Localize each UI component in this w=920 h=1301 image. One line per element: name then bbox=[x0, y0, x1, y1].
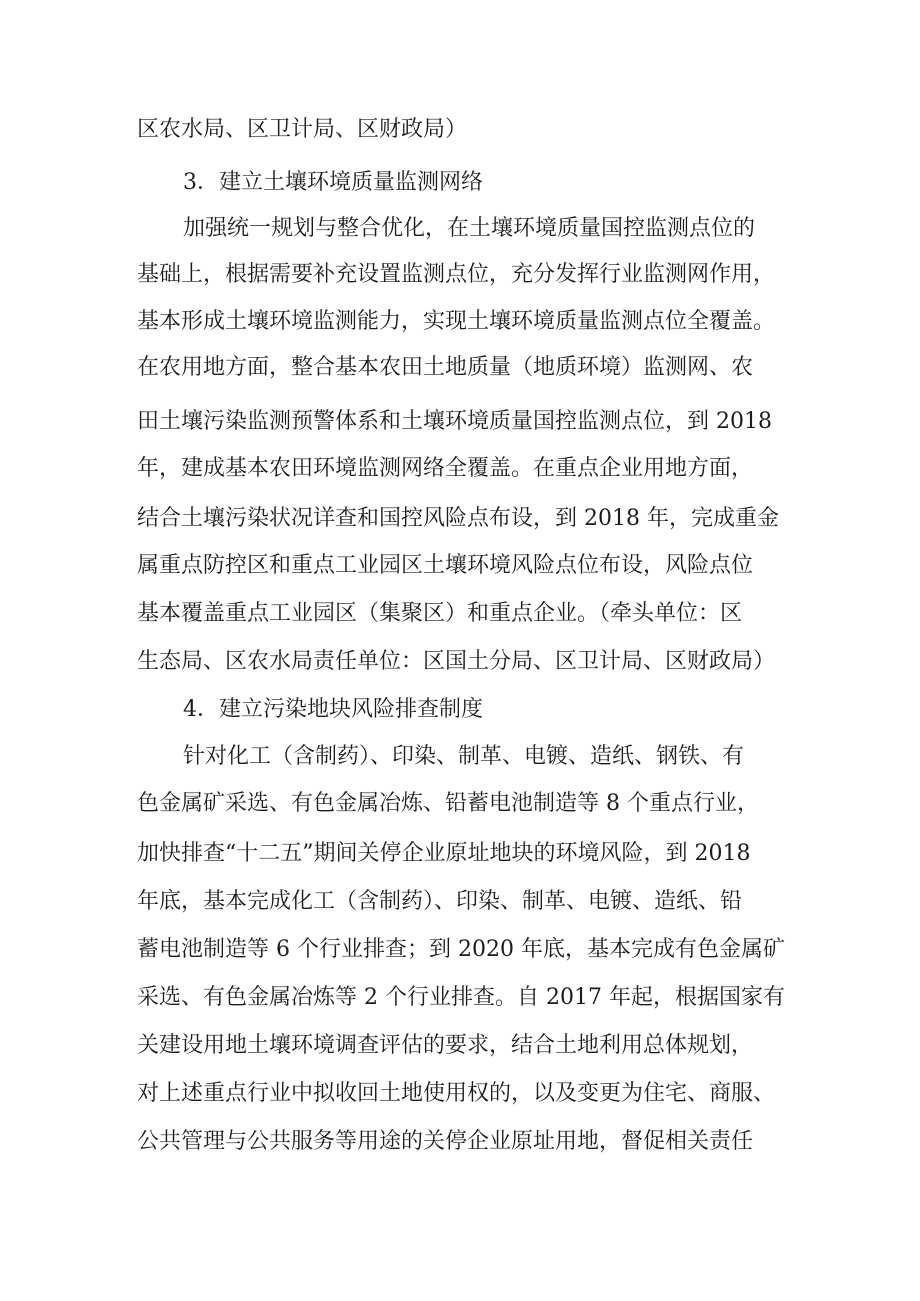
text-line: 加快排查“十二五”期间关停企业原址地块的环境风险，到 2018 bbox=[137, 841, 751, 866]
text-line: 对上述重点行业中拟收回土地使用权的，以及变更为住宅、商服、 bbox=[137, 1081, 776, 1106]
text-line: 在农用地方面，整合基本农田土地质量（地质环境）监测网、农 bbox=[137, 355, 754, 380]
text-line: 结合土壤污染状况详查和国控风险点布设，到 2018 年，完成重金 bbox=[137, 506, 779, 531]
text-line: 年，建成基本农田环境监测网络全覆盖。在重点企业用地方面， bbox=[137, 456, 754, 481]
text-line: 田土壤污染监测预警体系和土壤环境质量国控监测点位，到 2018 bbox=[137, 409, 772, 434]
section-heading: 3．建立土壤环境质量监测网络 bbox=[183, 170, 483, 195]
text-line: 基本形成土壤环境监测能力，实现土壤环境质量监测点位全覆盖。 bbox=[137, 309, 776, 334]
text-line: 针对化工（含制药）、印染、制革、电镀、造纸、钢铁、有 bbox=[183, 744, 745, 769]
text-line: 色金属矿采选、有色金属冶炼、铅蓄电池制造等 8 个重点行业， bbox=[137, 791, 759, 816]
text-line: 区农水局、区卫计局、区财政局） bbox=[137, 117, 468, 142]
text-line: 属重点防控区和重点工业园区土壤环境风险点位布设，风险点位 bbox=[137, 553, 754, 578]
text-line: 关建设用地土壤环境调查评估的要求，结合土地利用总体规划， bbox=[137, 1033, 754, 1058]
text-line: 公共管理与公共服务等用途的关停企业原址用地，督促相关责任 bbox=[137, 1129, 754, 1154]
text-line: 生态局、区农水局责任单位：区国土分局、区卫计局、区财政局） bbox=[137, 649, 776, 674]
text-line: 基本覆盖重点工业园区（集聚区）和重点企业。（牵头单位：区 bbox=[137, 601, 743, 626]
text-line: 蓄电池制造等 6 个行业排查；到 2020 年底，基本完成有色金属矿 bbox=[137, 937, 785, 962]
section-heading: 4．建立污染地块风险排查制度 bbox=[183, 697, 483, 722]
text-line: 基础上，根据需要补充设置监测点位，充分发挥行业监测网作用， bbox=[137, 262, 776, 287]
text-line: 年底，基本完成化工（含制药）、印染、制革、电镀、造纸、铅 bbox=[137, 889, 743, 914]
text-line: 采选、有色金属冶炼等 2 个行业排查。自 2017 年起，根据国家有 bbox=[137, 985, 785, 1010]
text-line: 加强统一规划与整合优化，在土壤环境质量国控监测点位的 bbox=[183, 216, 756, 241]
